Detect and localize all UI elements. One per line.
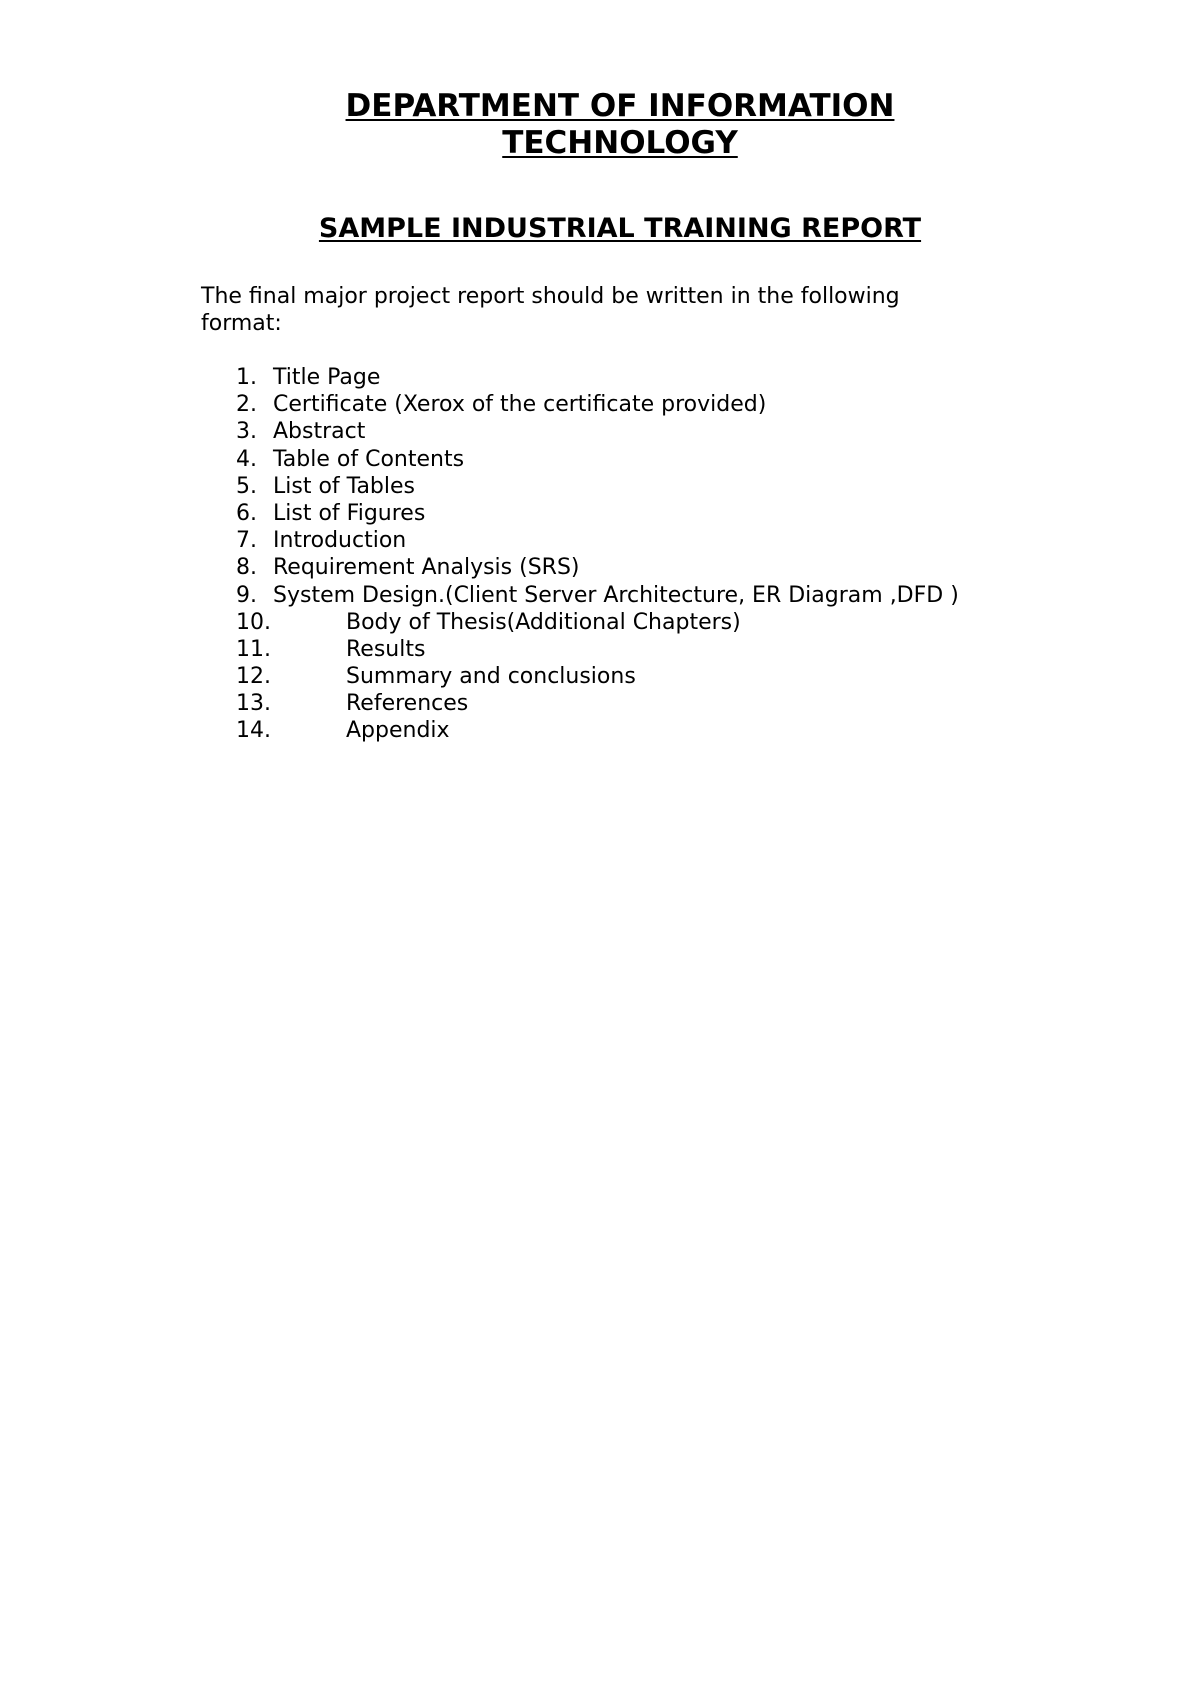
list-item-number: 10.: [236, 609, 271, 635]
list-item-number: 12.: [236, 664, 271, 690]
list-item-number: 4.: [236, 446, 257, 472]
list-item-number: 6.: [236, 500, 257, 526]
list-item-number: 14.: [236, 718, 271, 744]
list-item-text: Appendix: [346, 718, 450, 744]
intro-paragraph: The final major project report should be written in the following format:: [201, 284, 900, 336]
department-title: DEPARTMENT OF INFORMATION: [345, 88, 895, 124]
list-item-number: 1.: [236, 365, 257, 390]
list-item-text: Certificate (Xerox of the certificate provided): [273, 392, 767, 418]
list-item-text: List of Tables: [273, 473, 416, 499]
list-item-number: 13.: [236, 691, 271, 717]
list-item-number: 8.: [236, 555, 257, 581]
list-item-number: 2.: [236, 392, 257, 418]
list-item-text: List of Figures: [273, 500, 426, 526]
list-item-number: 11.: [236, 636, 271, 662]
list-item-text: Summary and conclusions: [346, 664, 636, 690]
list-item-text: Body of Thesis(Additional Chapters): [346, 609, 741, 635]
list-item-number: 9.: [236, 582, 257, 608]
list-item-text: Results: [346, 636, 426, 662]
report-subtitle: SAMPLE INDUSTRIAL TRAINING REPORT: [318, 213, 922, 244]
list-item-text: Requirement Analysis (SRS): [273, 555, 580, 581]
list-item-text: Introduction: [273, 528, 407, 554]
list-item-number: 5.: [236, 473, 257, 499]
list-item-text: Title Page: [273, 365, 381, 390]
list-item-text: System Design.(Client Server Architecture, ER Diagram ,DFD ): [273, 582, 959, 608]
list-item-text: References: [346, 691, 469, 717]
list-item-text: Table of Contents: [273, 446, 465, 472]
list-item-number: 7.: [236, 528, 257, 554]
list-item-number: 3.: [236, 419, 257, 445]
department-title-continued: TECHNOLOGY: [502, 125, 738, 161]
list-item-text: Abstract: [273, 419, 366, 445]
